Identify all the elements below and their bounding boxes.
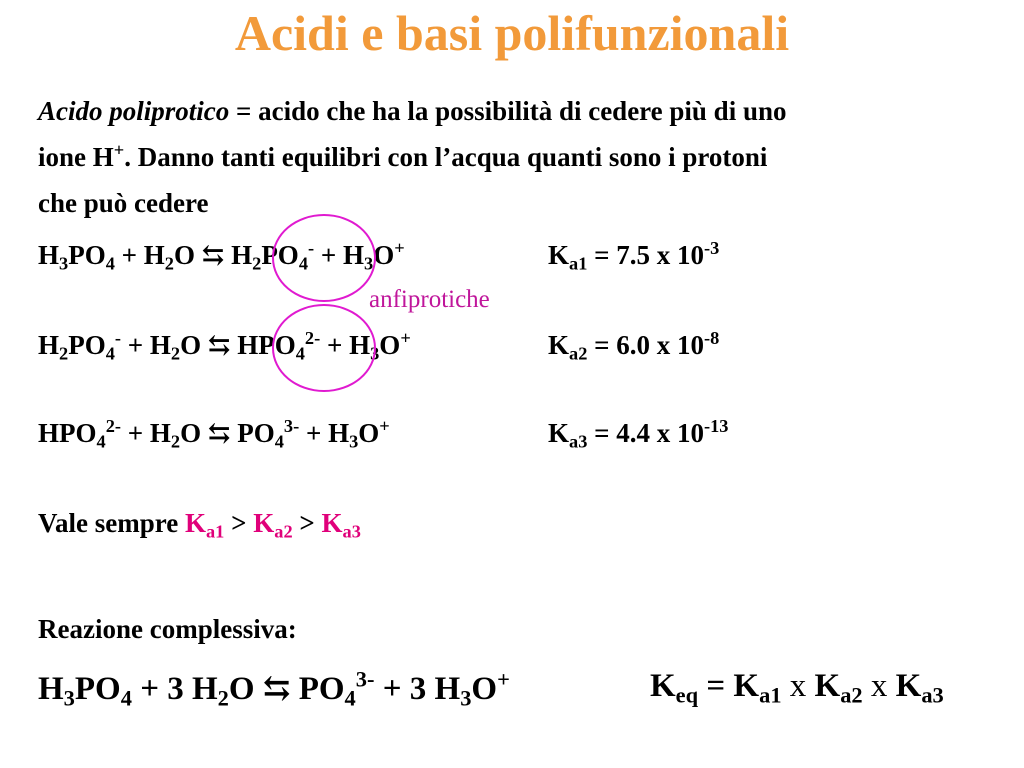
amphiprotic-circle-2: [272, 304, 376, 392]
overall-heading: Reazione complessiva:: [38, 614, 297, 644]
reaction-3-ka: $K_{a3} = 4.4$ x $10^{-13}$: [548, 415, 729, 452]
amphiprotic-circle-1: [272, 214, 376, 302]
slide-title: Acidi e basi polifunzionali: [234, 5, 790, 61]
definition-line-1: Acido poliprotico = acido che ha la possibilità di cedere più di uno: [38, 96, 787, 126]
ka-order-rule: Vale sempre $K_{a1} > K_{a2} > K_{a3}$: [38, 508, 361, 542]
reaction-3-equation: $HPO_4^{2-} + H_2O$ ⇆ $PO_4^{3-} + H_3O^+$: [38, 415, 390, 452]
definition-term: Acido poliprotico: [38, 96, 230, 126]
definition-line-3: che può cedere: [38, 188, 209, 218]
overall-keq: $K_{eq} = K_{a1}$ x $K_{a2}$ x $K_{a3}$: [650, 668, 944, 708]
reaction-1-ka: $K_{a1} = 7.5$ x $10^{-3}$: [548, 237, 720, 274]
reaction-2-ka: $K_{a2} = 6.0$ x $10^{-8}$: [548, 327, 720, 364]
reaction-2-equation: $H_2PO_4^- + H_2O$ ⇆ $HPO_4^{2-} + H_3O^+$: [38, 327, 411, 364]
reaction-1-equation: $H_3PO_4 + H_2O$ ⇆ $H_2PO_4^- + H_3O^+$: [38, 237, 405, 274]
definition-line-2: ione H+. Danno tanti equilibri con l’acqua quanti sono i protoni: [38, 139, 768, 172]
overall-equation: $H_3PO_4 + 3$ $H_2O$ ⇆ $PO_4^{3-} + 3$ $H_3O^+$: [38, 666, 510, 711]
amphiprotic-label: anfiprotiche: [369, 286, 490, 313]
